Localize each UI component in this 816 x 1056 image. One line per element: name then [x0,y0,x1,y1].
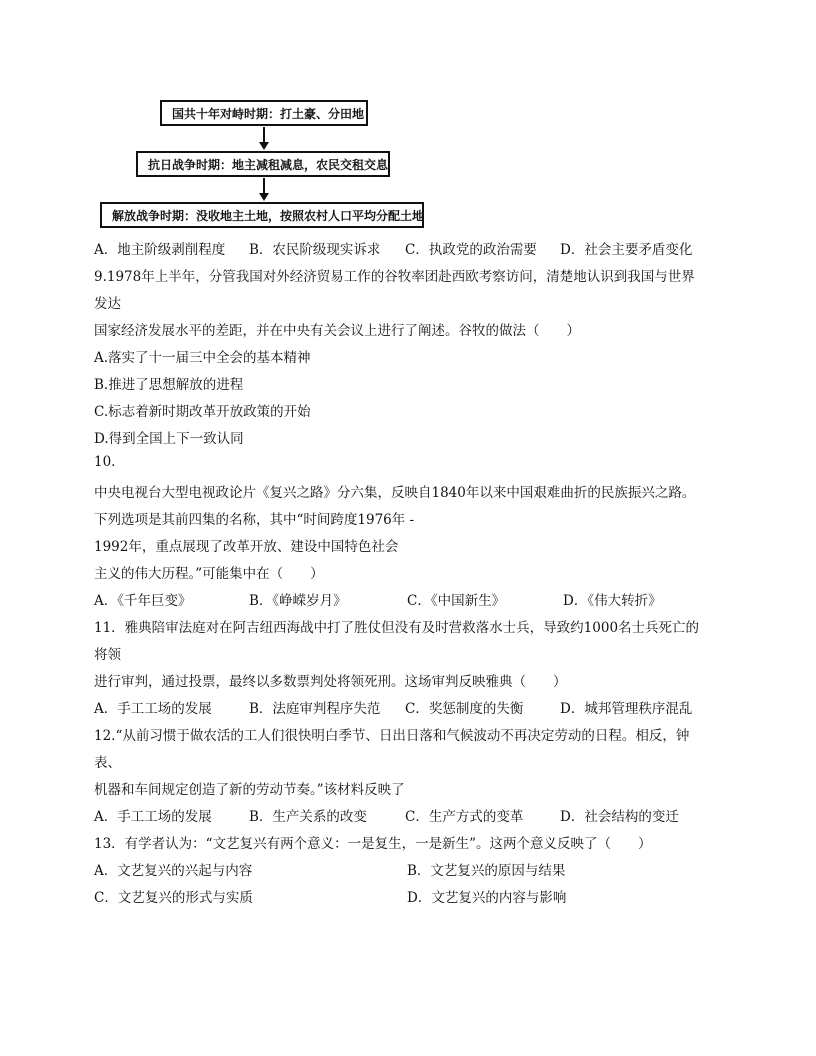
flowchart-arrow-2-line [263,178,265,194]
q10-number: 10. [94,454,116,470]
q10-stem-line-3: 1992年，重点展现了改革开放、建设中国特色社会 [94,539,399,555]
q8-option-a: A．地主阶级剥削程度 [94,242,226,258]
q9-option-b: B.推进了思想解放的进程 [94,377,244,393]
q13-stem-line-1: 13．有学者认为：“文艺复兴有两个意义：一是复生，一是新生”。这两个意义反映了（ ） [94,836,652,852]
q12-stem-line-1: 12.“从前习惯于做农活的工人们很快明白季节、日出日落和气候波动不再决定劳动的日程。相反，钟 [94,728,690,744]
q10-stem-line-2: 下列选项是其前四集的名称，其中“时间跨度1976年 - [94,512,415,528]
q11-stem-line-1: 11．雅典陪审法庭对在阿吉纽西海战中打了胜仗但没有及时营救落水士兵，导致约1000名士兵死亡的 [94,620,700,636]
q12-option-c: C．生产方式的变革 [405,809,524,825]
q13-option-a: A．文艺复兴的兴起与内容 [94,863,253,879]
q12-stem-line-3: 机器和车间规定创造了新的劳动节奏。”该材料反映了 [94,782,405,798]
flowchart-box-2 [136,151,390,177]
flowchart-box-1-text: 国共十年对峙时期：打土豪、分田地 [172,106,365,121]
q11-option-a: A．手工工场的发展 [94,701,212,717]
flowchart-arrow-1-line [263,127,265,143]
q8-option-b: B．农民阶级现实诉求 [249,242,381,258]
q9-option-a: A.落实了十一届三中全会的基本精神 [94,350,311,366]
q10-stem-line-1: 中央电视台大型电视政论片《复兴之路》分六集，反映自1840年以来中国艰难曲折的民族振兴之路。 [94,485,696,501]
flowchart-box-1 [160,100,368,126]
q11-stem-line-2: 将领 [94,647,121,663]
flowchart-box-3-text: 解放战争时期：没收地主土地，按照农村人口平均分配土地 [112,208,425,223]
q11-option-d: D．城邦管理秩序混乱 [560,701,693,717]
q10-option-a: A．《千年巨变》 [94,593,192,609]
q11-option-b: B．法庭审判程序失范 [249,701,381,717]
q10-option-d: D．《伟大转折》 [563,593,662,609]
q12-stem-line-2: 表、 [94,755,121,771]
q12-option-a: A．手工工场的发展 [94,809,212,825]
q13-option-b: B．文艺复兴的原因与结果 [407,863,566,879]
q13-option-d: D．文艺复兴的内容与影响 [407,890,567,906]
q9-stem-line-1: 9.1978年上半年，分管我国对外经济贸易工作的谷牧率团赴西欧考察访问，清楚地认识到我国与世界 [94,269,695,285]
q12-option-d: D．社会结构的变迁 [560,809,679,825]
q12-option-b: B．生产关系的改变 [249,809,367,825]
q8-option-c: C．执政党的政治需要 [405,242,537,258]
flowchart-arrow-1-head [259,142,269,150]
flowchart-box-2-text: 抗日战争时期：地主减租减息，农民交租交息 [148,157,389,172]
q8-option-d: D．社会主要矛盾变化 [560,242,693,258]
q9-stem-line-2: 发达 [94,296,121,312]
q10-option-b: B．《峥嵘岁月》 [249,593,347,609]
q13-option-c: C．文艺复兴的形式与实质 [94,890,253,906]
q10-stem-line-4: 主义的伟大历程。”可能集中在（ ） [94,566,324,582]
flowchart-arrow-2-head [259,193,269,201]
flowchart-box-3 [100,202,424,228]
q9-option-d: D.得到全国上下一致认同 [94,431,244,447]
q11-stem-line-3: 进行审判，通过投票，最终以多数票判处将领死刑。这场审判反映雅典（ ） [94,674,567,690]
q9-stem-line-3: 国家经济发展水平的差距，并在中央有关会议上进行了阐述。谷牧的做法（ ） [94,323,580,339]
q10-option-c: C．《中国新生》 [407,593,506,609]
q9-option-c: C.标志着新时期改革开放政策的开始 [94,404,311,420]
q11-option-c: C．奖惩制度的失衡 [405,701,524,717]
